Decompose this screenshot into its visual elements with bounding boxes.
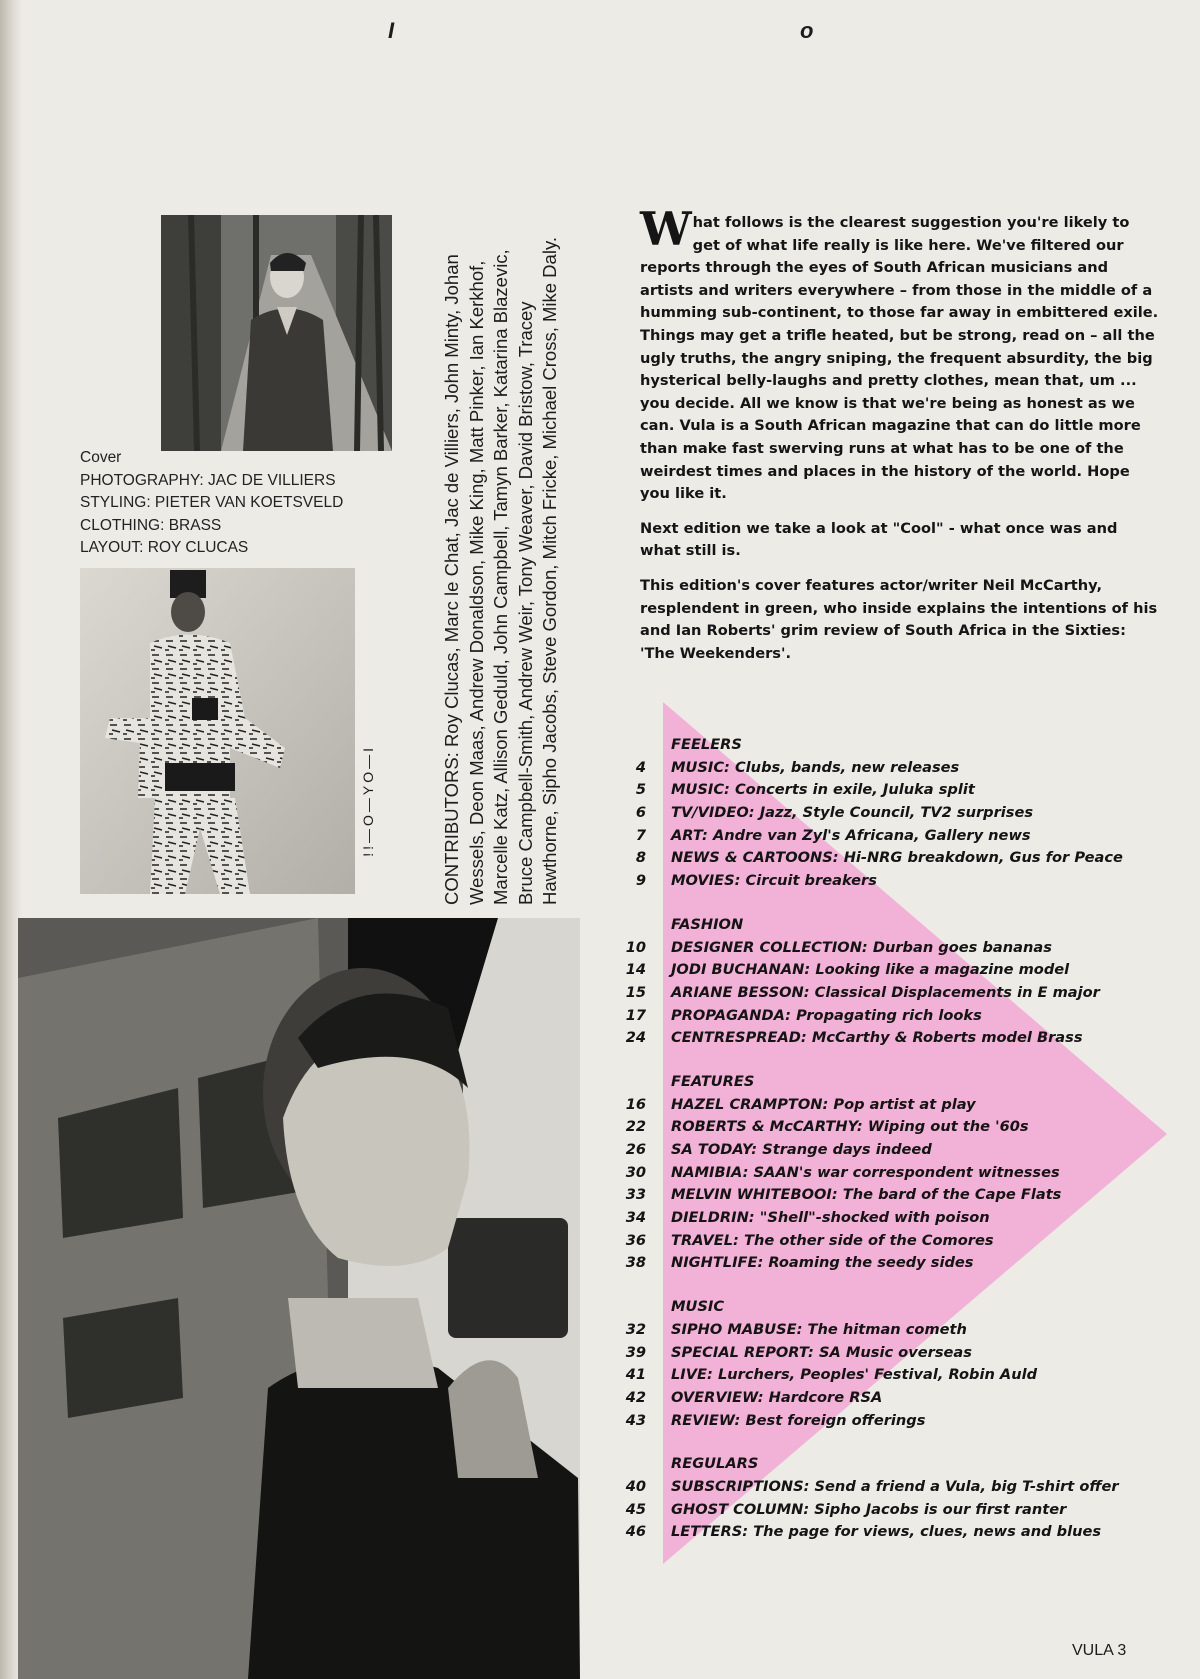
cover-credit-layout: LAYOUT: ROY CLUCAS bbox=[80, 539, 249, 556]
page-number: 17 bbox=[625, 1006, 646, 1024]
entry-label: NEWS & CARTOONS: bbox=[671, 849, 839, 867]
feature-photo-man-looking-up bbox=[18, 918, 580, 1679]
page-number: 5 bbox=[635, 781, 646, 799]
contents-entry[interactable] bbox=[612, 1252, 1172, 1275]
intro-paragraph-3: This edition's cover features actor/writer Neil McCarthy, resplendent in green, who inside explains the intentions of his and Ian Roberts' grim review of South Africa in the Sixties: 'The Weekenders'. bbox=[640, 576, 1158, 662]
cover-credit-styling: STYLING: PIETER VAN KOETSVELD bbox=[80, 494, 344, 511]
entry-label: DIELDRIN: bbox=[671, 1209, 755, 1227]
entry-label: PROPAGANDA: bbox=[671, 1006, 791, 1024]
entry-description: Looking like a magazine model bbox=[815, 961, 1070, 979]
entry-label: OVERVIEW: bbox=[671, 1388, 764, 1406]
entry-label: NAMIBIA: bbox=[671, 1163, 749, 1181]
page-number: 40 bbox=[625, 1477, 646, 1495]
entry-label: MUSIC: bbox=[671, 758, 730, 776]
entry-description: The bard of the Cape Flats bbox=[842, 1186, 1062, 1204]
page-folio: VULA 3 bbox=[1072, 1642, 1127, 1659]
entry-label: ARIANE BESSON: bbox=[671, 983, 810, 1001]
entry-description: Pop artist at play bbox=[833, 1095, 976, 1113]
page-number: 4 bbox=[635, 758, 646, 776]
page-number: 38 bbox=[625, 1254, 646, 1272]
entry-description: Andre van Zyl's Africana, Gallery news bbox=[712, 826, 1031, 844]
contents-section-regulars bbox=[612, 1453, 1172, 1544]
contents-entry[interactable] bbox=[612, 757, 1172, 780]
entry-description: "Shell"-shocked with poison bbox=[759, 1209, 990, 1227]
contents-entry[interactable] bbox=[612, 870, 1172, 893]
cover-photo-trenchcoat bbox=[161, 215, 392, 451]
entry-description: The page for views, clues, news and blues bbox=[753, 1523, 1102, 1541]
intro-paragraph-2: Next edition we take a look at "Cool" - what once was and what still is. bbox=[640, 519, 1118, 560]
contents-section-music bbox=[612, 1296, 1172, 1432]
section-title: FEATURES bbox=[671, 1072, 755, 1090]
entry-description: Lurchers, Peoples' Festival, Robin Auld bbox=[717, 1366, 1038, 1384]
header-mark-right: o bbox=[800, 18, 814, 43]
page-number: 24 bbox=[625, 1029, 646, 1047]
contents-entry[interactable] bbox=[612, 802, 1172, 825]
contents-entry[interactable] bbox=[612, 1499, 1172, 1522]
entry-label: LETTERS: bbox=[671, 1523, 749, 1541]
entry-description: Wiping out the '60s bbox=[867, 1118, 1029, 1136]
entry-label: SPECIAL REPORT: bbox=[671, 1343, 814, 1361]
cover-credit-photography: PHOTOGRAPHY: JAC DE VILLIERS bbox=[80, 471, 336, 489]
contents-entry[interactable] bbox=[612, 1094, 1172, 1117]
entry-description: Strange days indeed bbox=[762, 1141, 932, 1158]
contents-entry[interactable] bbox=[612, 847, 1172, 870]
page-number: 6 bbox=[635, 804, 646, 822]
contents-section-fashion bbox=[612, 914, 1172, 1050]
contents-entry[interactable] bbox=[612, 1521, 1172, 1544]
entry-label: CENTRESPREAD: bbox=[671, 1029, 807, 1047]
entry-description: Circuit breakers bbox=[745, 872, 877, 890]
entry-label: REVIEW: bbox=[671, 1411, 741, 1429]
contents-entry[interactable] bbox=[612, 1116, 1172, 1139]
entry-label: DESIGNER COLLECTION: bbox=[671, 938, 868, 956]
contents-entry[interactable] bbox=[612, 825, 1172, 848]
entry-description: SA Music overseas bbox=[818, 1343, 972, 1361]
page-number: 43 bbox=[625, 1411, 646, 1429]
entry-label: TV/VIDEO: bbox=[671, 804, 755, 822]
intro-paragraph-1 bbox=[640, 202, 1160, 506]
entry-label: MUSIC: bbox=[671, 781, 730, 799]
entry-description: SAAN's war correspondent witnesses bbox=[753, 1163, 1060, 1181]
contents-entry[interactable] bbox=[612, 1387, 1172, 1410]
entry-label: SA TODAY: bbox=[671, 1141, 758, 1158]
entry-description: Roaming the seedy sides bbox=[768, 1254, 974, 1272]
contents-entry[interactable] bbox=[612, 1364, 1172, 1387]
page-number: 30 bbox=[625, 1163, 646, 1181]
entry-description: Clubs, bands, new releases bbox=[734, 758, 960, 776]
page-number: 7 bbox=[635, 826, 646, 844]
entry-description: The other side of the Comores bbox=[744, 1231, 994, 1249]
page-number: 36 bbox=[625, 1231, 646, 1249]
entry-label: LIVE: bbox=[671, 1366, 713, 1384]
entry-label: JODI BUCHANAN: bbox=[671, 961, 811, 979]
contents-entry[interactable] bbox=[612, 1162, 1172, 1185]
intro-paragraph-1-text: hat follows is the clearest suggestion you're likely to get of what life really is like here. We've filtered our reports through the eyes of South African musicians and artists and writers everywhere – from those in the middle of a humming sub-continent, to those far away in embittered exile. Things may get a trifle heated, but be strong, read on – all the ugly truths, the angry sniping, the frequent absurdity, the big hysterical belly-laughs and pretty clothes, mean that, um ... you decide. All we know is that we're being as honest as we can. Vula is a South African magazine that can do little more than make fast swerving runs at what has to be one of the weirdest times and places in the history of the world. Hope you like it. bbox=[640, 214, 1159, 503]
contents-entry[interactable] bbox=[612, 1476, 1172, 1499]
entry-label: HAZEL CRAMPTON: bbox=[671, 1095, 829, 1113]
entry-description: Hi-NRG breakdown, Gus for Peace bbox=[843, 849, 1123, 867]
page-number: 45 bbox=[625, 1500, 646, 1518]
page-number: 42 bbox=[625, 1388, 646, 1406]
page-number: 15 bbox=[625, 983, 646, 1001]
entry-label: NIGHTLIFE: bbox=[671, 1254, 764, 1272]
entry-description: McCarthy & Roberts model Brass bbox=[811, 1029, 1083, 1047]
contents-section-features bbox=[612, 1071, 1172, 1275]
contents-entry[interactable] bbox=[612, 1005, 1172, 1028]
contents-entry[interactable] bbox=[612, 937, 1172, 960]
fashion-photo-patterned-suit bbox=[80, 568, 355, 894]
contents-entry[interactable] bbox=[612, 1230, 1172, 1253]
section-title: FASHION bbox=[671, 915, 744, 933]
page-number: 41 bbox=[625, 1366, 646, 1384]
cover-credits-heading: Cover bbox=[80, 449, 122, 466]
page-number: 16 bbox=[625, 1095, 646, 1113]
editorial-intro bbox=[640, 202, 1160, 677]
entry-description: Hardcore RSA bbox=[768, 1388, 883, 1406]
page-number: 10 bbox=[625, 938, 646, 956]
page-number: 26 bbox=[625, 1141, 646, 1158]
page-number: 8 bbox=[635, 849, 646, 867]
entry-label: MELVIN WHITEBOOI: bbox=[671, 1186, 838, 1204]
entry-label: ROBERTS & McCARTHY: bbox=[671, 1118, 863, 1136]
entry-label: SUBSCRIPTIONS: bbox=[671, 1477, 810, 1495]
page-number: 14 bbox=[625, 961, 646, 979]
entry-label: MOVIES: bbox=[671, 872, 741, 890]
contents-entry[interactable] bbox=[612, 1319, 1172, 1342]
entry-description: The hitman cometh bbox=[807, 1320, 967, 1338]
section-title: REGULARS bbox=[671, 1455, 759, 1473]
entry-description: Jazz, Style Council, TV2 surprises bbox=[759, 804, 1034, 822]
cover-credits bbox=[80, 447, 410, 560]
contents-entry[interactable] bbox=[612, 982, 1172, 1005]
table-of-contents bbox=[612, 734, 1172, 1565]
intro-dropcap: W bbox=[640, 202, 692, 256]
contents-entry[interactable] bbox=[612, 779, 1172, 802]
header-mark-left: I bbox=[388, 18, 395, 43]
section-title: FEELERS bbox=[671, 736, 742, 753]
page-number: 9 bbox=[635, 872, 646, 890]
contents-entry[interactable] bbox=[612, 1207, 1172, 1230]
entry-label: SIPHO MABUSE: bbox=[671, 1320, 803, 1338]
entry-label: ART: bbox=[671, 826, 708, 844]
entry-label: TRAVEL: bbox=[671, 1231, 739, 1249]
contents-section-feelers bbox=[612, 734, 1172, 893]
entry-description: Best foreign offerings bbox=[745, 1411, 926, 1429]
page-number: 32 bbox=[625, 1320, 646, 1338]
entry-description: Classical Displacements in E major bbox=[814, 983, 1100, 1001]
contributors-credits: CONTRIBUTORS: Roy Clucas, Marc le Chat, Jac de Villiers, John Minty, Johan Wessels, Deon Maas, Andrew Donaldson, Mike King, Matt Pinker, Ian Kerkhof, Marcelle Katz, Allison Geduld, John Campbell, Tamyn Barker, Katarina Blazevic, Bruce Campbell-Smith, Andrew Weir, Tony Weaver, David Bristow, Tracey Hawthorne, Sipho Jacobs, Steve Gordon, Mitch Fricke, Michael Cross, Mike Daly. bbox=[441, 237, 560, 905]
entry-label: GHOST COLUMN: bbox=[671, 1500, 810, 1518]
page-number: 46 bbox=[625, 1523, 646, 1541]
page-number: 39 bbox=[625, 1343, 646, 1361]
entry-description: Propagating rich looks bbox=[796, 1006, 982, 1024]
contents-entry[interactable] bbox=[612, 1184, 1172, 1207]
contents-entry[interactable] bbox=[612, 1139, 1172, 1162]
contents-entry[interactable] bbox=[612, 1410, 1172, 1433]
page-number: 33 bbox=[625, 1186, 646, 1204]
entry-description: Send a friend a Vula, big T-shirt offer bbox=[814, 1477, 1119, 1495]
contents-entry[interactable] bbox=[612, 959, 1172, 982]
vertical-photo-label: !!—O—YO—I bbox=[360, 745, 376, 857]
page-number: 22 bbox=[625, 1118, 646, 1136]
contents-entry[interactable] bbox=[612, 1342, 1172, 1365]
page-number: 34 bbox=[625, 1209, 646, 1227]
entry-description: Concerts in exile, Juluka split bbox=[734, 781, 975, 799]
entry-description: Sipho Jacobs is our first ranter bbox=[814, 1500, 1067, 1518]
cover-credit-clothing: CLOTHING: BRASS bbox=[80, 516, 222, 534]
section-title: MUSIC bbox=[671, 1298, 725, 1316]
contents-entry[interactable] bbox=[612, 1027, 1172, 1050]
entry-description: Durban goes bananas bbox=[872, 938, 1052, 956]
